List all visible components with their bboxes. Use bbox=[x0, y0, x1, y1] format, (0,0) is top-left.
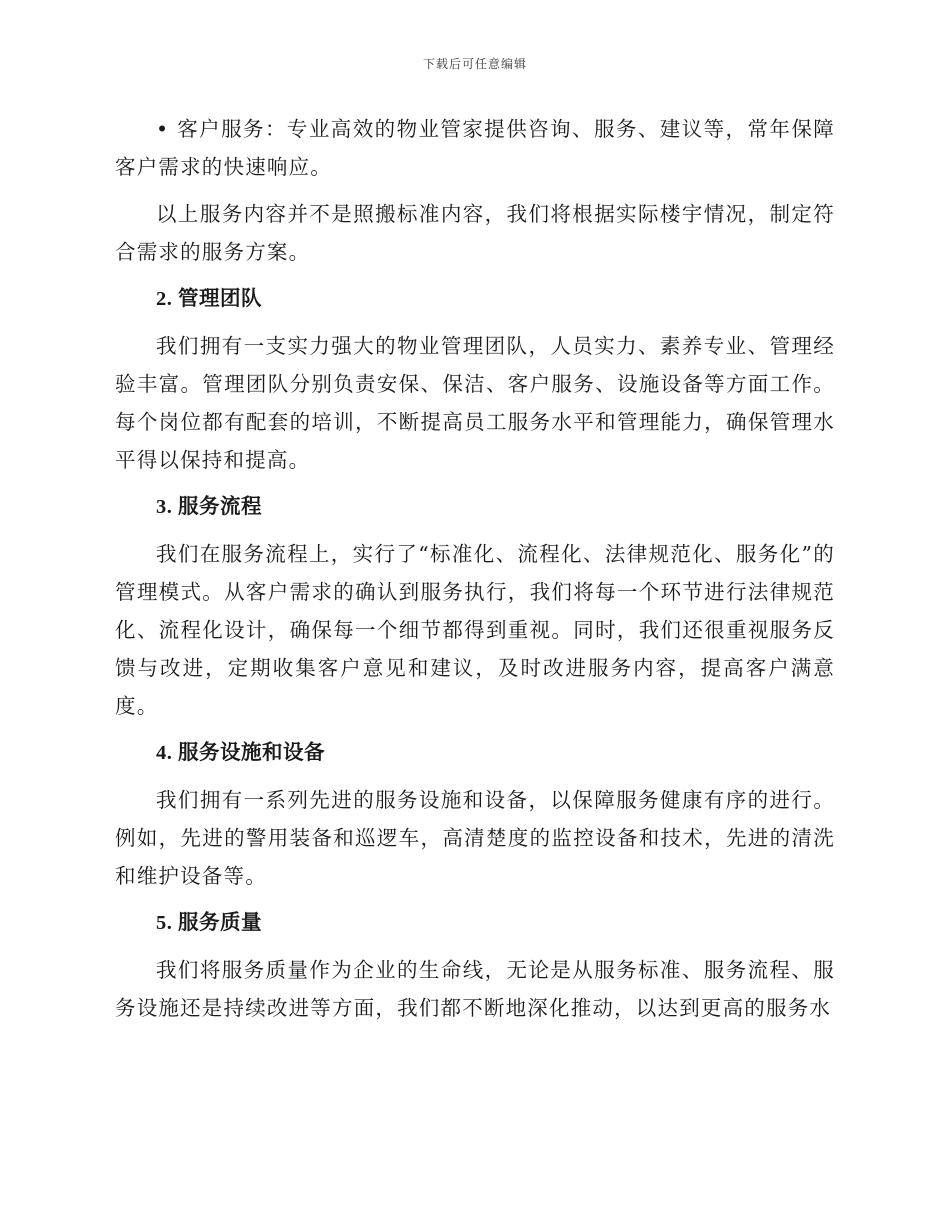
section-heading-management-team: 2. 管理团队 bbox=[156, 288, 262, 310]
paragraph-management-team: 我们拥有一支实力强大的物业管理团队，人员实力、素养专业、管理经验丰富。管理团队分别负责安保、保洁、客户服务、设施设备等方面工作。每个岗位都有配套的培训，不断提高员工服务水平和管理能力，确保管理水平得以保持和提高。 bbox=[115, 334, 835, 472]
paragraph-service-plan: 以上服务内容并不是照搬标准内容，我们将根据实际楼宇情况，制定符合需求的服务方案。 bbox=[115, 202, 835, 264]
document-body bbox=[115, 110, 835, 1036]
paragraph-service-quality: 我们将服务质量作为企业的生命线，无论是从服务标准、服务流程、服务设施还是持续改进等方面，我们都不断地深化推动，以达到更高的服务水 bbox=[115, 958, 835, 1020]
section-heading-service-quality: 5. 服务质量 bbox=[156, 912, 262, 934]
section-heading-service-process: 3. 服务流程 bbox=[156, 496, 262, 518]
page-header-note: 下载后可任意编辑 bbox=[422, 57, 527, 71]
paragraph-facilities-equipment: 我们拥有一系列先进的服务设施和设备，以保障服务健康有序的进行。例如，先进的警用装备和巡逻车，高清楚度的监控设备和技术，先进的清洗和维护设备等。 bbox=[115, 788, 835, 888]
paragraph-service-process: 我们在服务流程上，实行了“标准化、流程化、法律规范化、服务化”的管理模式。从客户需求的确认到服务执行，我们将每一个环节进行法律规范化、流程化设计，确保每一个细节都得到重视。同时，我们还很重视服务反馈与改进，定期收集客户意见和建议，及时改进服务内容，提高客户满意度。 bbox=[115, 542, 835, 718]
section-heading-facilities-equipment: 4. 服务设施和设备 bbox=[156, 742, 325, 764]
paragraph-customer-service: • 客户服务：专业高效的物业管家提供咨询、服务、建议等，常年保障客户需求的快速响应。 bbox=[115, 117, 835, 179]
